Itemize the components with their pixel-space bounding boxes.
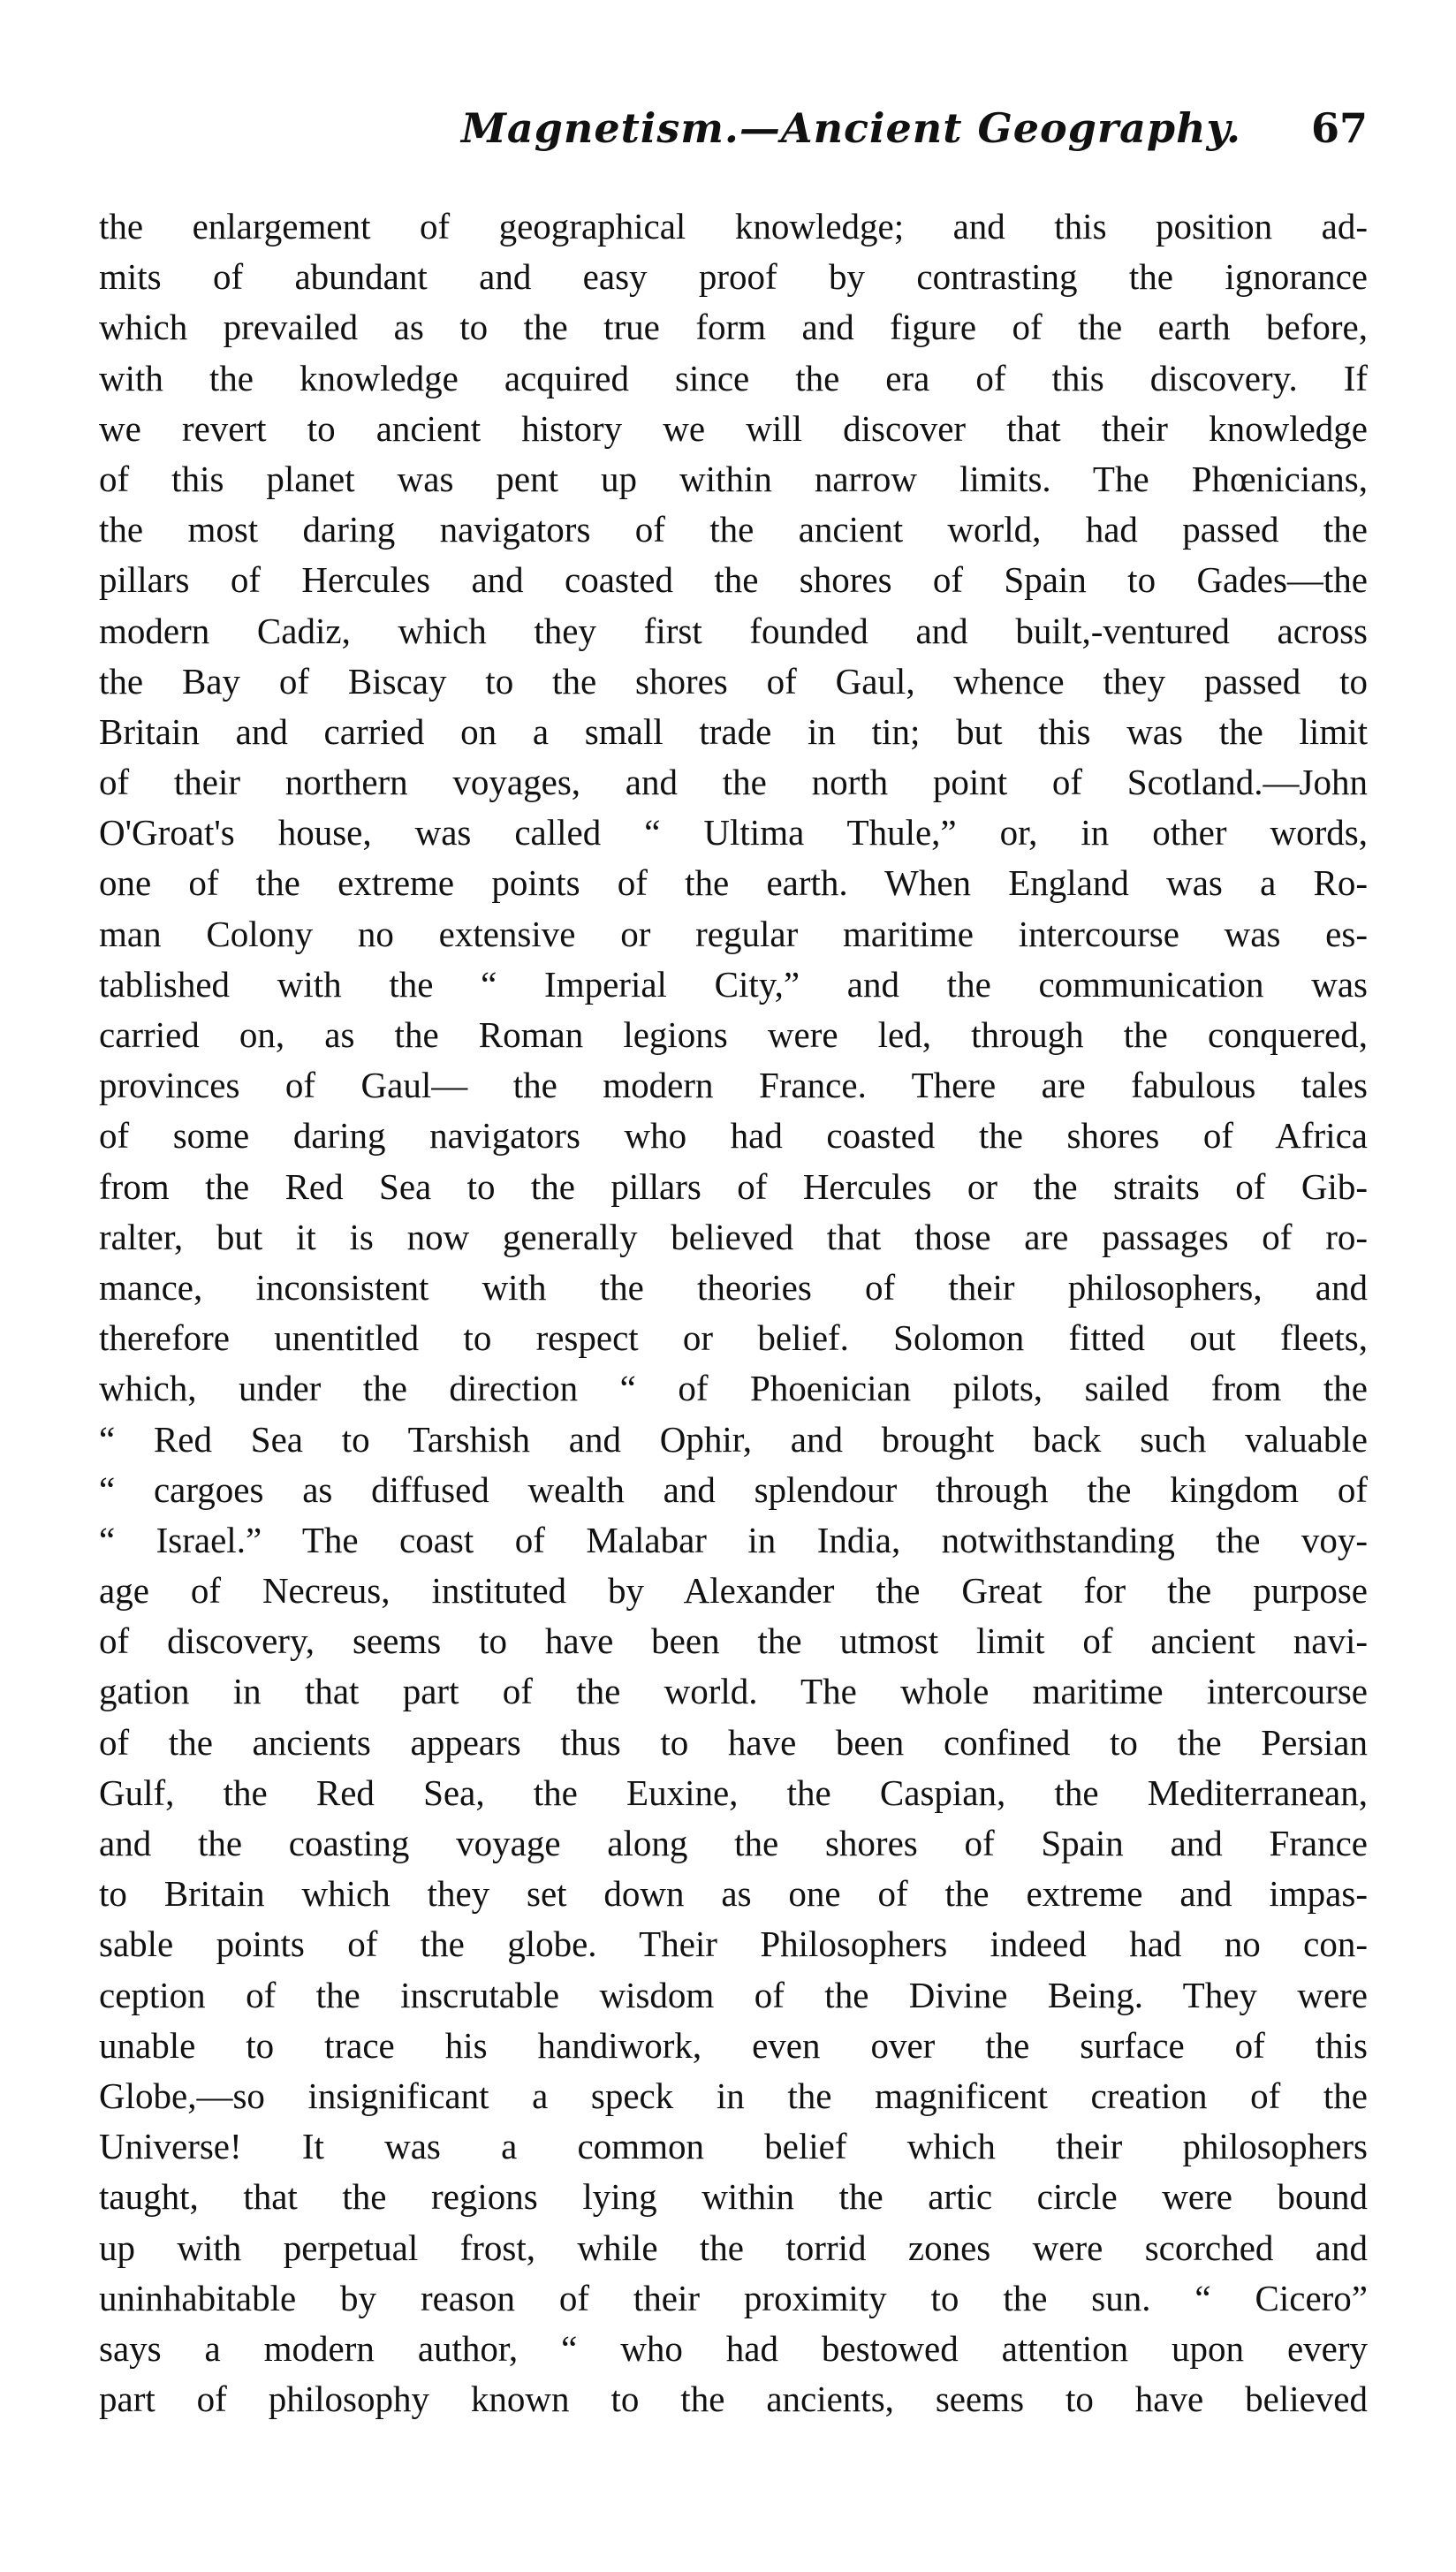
text-line: man Colony no extensive or regular maritime intercourse was es-	[99, 913, 1368, 954]
text-line: Britain and carried on a small trade in tin; but this was the limit	[99, 710, 1368, 752]
text-line: Universe! It was a common belief which their philosophers	[99, 2126, 1368, 2167]
text-line: the most daring navigators of the ancient world, had passed the	[99, 509, 1368, 550]
text-line: uninhabitable by reason of their proximity to the sun. “ Cicero”	[99, 2277, 1368, 2318]
text-line: ception of the inscrutable wisdom of the Divine Being. They were	[99, 1974, 1368, 2015]
text-line: provinces of Gaul— the modern France. There are fabulous tales	[99, 1065, 1368, 1106]
text-line: of discovery, seems to have been the utmost limit of ancient navi-	[99, 1620, 1368, 1662]
text-line: of some daring navigators who had coasted the shores of Africa	[99, 1115, 1368, 1157]
text-line: to Britain which they set down as one of the extreme and impas-	[99, 1873, 1368, 1915]
text-line: “ Israel.” The coast of Malabar in India, notwithstanding the voy-	[99, 1519, 1368, 1560]
text-line: ralter, but it is now generally believed that those are passages of ro-	[99, 1216, 1368, 1257]
text-line: we revert to ancient history we will discover that their knowledge	[99, 407, 1368, 449]
text-line: taught, that the regions lying within the artic circle were bound	[99, 2176, 1368, 2218]
text-line: part of philosophy known to the ancients, seems to have believed	[99, 2379, 1368, 2420]
text-line: the enlargement of geographical knowledge; and this position ad-	[99, 206, 1368, 247]
page-header	[99, 104, 1368, 168]
text-line: of their northern voyages, and the north point of Scotland.—John	[99, 762, 1368, 803]
body-text	[99, 201, 1368, 2424]
text-line: Gulf, the Red Sea, the Euxine, the Caspian, the Mediterranean,	[99, 1772, 1368, 1813]
text-line: sable points of the globe. Their Philosophers indeed had no con-	[99, 1923, 1368, 1965]
text-line: modern Cadiz, which they first founded and built,-ventured across	[99, 610, 1368, 651]
text-line: unable to trace his handiwork, even over the surface of this	[99, 2024, 1368, 2066]
text-line: and the coasting voyage along the shores of Spain and France	[99, 1823, 1368, 1863]
text-line: mance, inconsistent with the theories of their philosophers, and	[99, 1266, 1368, 1308]
text-line: the Bay of Biscay to the shores of Gaul, whence they passed to	[99, 660, 1368, 702]
text-line: one of the extreme points of the earth. When England was a Ro-	[99, 862, 1368, 904]
text-line: of the ancients appears thus to have been confined to the Persian	[99, 1721, 1368, 1763]
text-line: tablished with the “ Imperial City,” and the communication was	[99, 963, 1368, 1005]
text-line: age of Necreus, instituted by Alexander the Great for the purpose	[99, 1570, 1368, 1612]
text-line: therefore unentitled to respect or belief. Solomon fitted out fleets,	[99, 1317, 1368, 1359]
text-line: which prevailed as to the true form and figure of the earth before,	[99, 307, 1368, 348]
text-line: gation in that part of the world. The whole maritime intercourse	[99, 1671, 1368, 1712]
text-line: with the knowledge acquired since the era of this discovery. If	[99, 357, 1368, 398]
text-line: “ Red Sea to Tarshish and Ophir, and brought back such valuable	[99, 1418, 1368, 1460]
text-line: from the Red Sea to the pillars of Hercules or the straits of Gib-	[99, 1165, 1368, 1207]
text-line: Globe,—so insignificant a speck in the magnificent creation of the	[99, 2075, 1368, 2116]
text-line: carried on, as the Roman legions were led, through the conquered,	[99, 1014, 1368, 1055]
text-line: mits of abundant and easy proof by contrasting the ignorance	[99, 256, 1368, 298]
text-line: O'Groat's house, was called “ Ultima Thule,” or, in other words,	[99, 812, 1368, 854]
text-line: up with perpetual frost, while the torrid zones were scorched and	[99, 2227, 1368, 2268]
page-number: 67	[1310, 104, 1368, 152]
running-title: Magnetism.—Ancient Geography.	[461, 104, 1242, 152]
text-line: pillars of Hercules and coasted the shores of Spain to Gades—the	[99, 559, 1368, 601]
text-line: of this planet was pent up within narrow limits. The Phœnicians,	[99, 458, 1368, 499]
text-line: which, under the direction “ of Phoenician pilots, sailed from the	[99, 1368, 1368, 1409]
text-line: “ cargoes as diffused wealth and splendour through the kingdom of	[99, 1468, 1368, 1510]
text-line: says a modern author, “ who had bestowed attention upon every	[99, 2327, 1368, 2369]
